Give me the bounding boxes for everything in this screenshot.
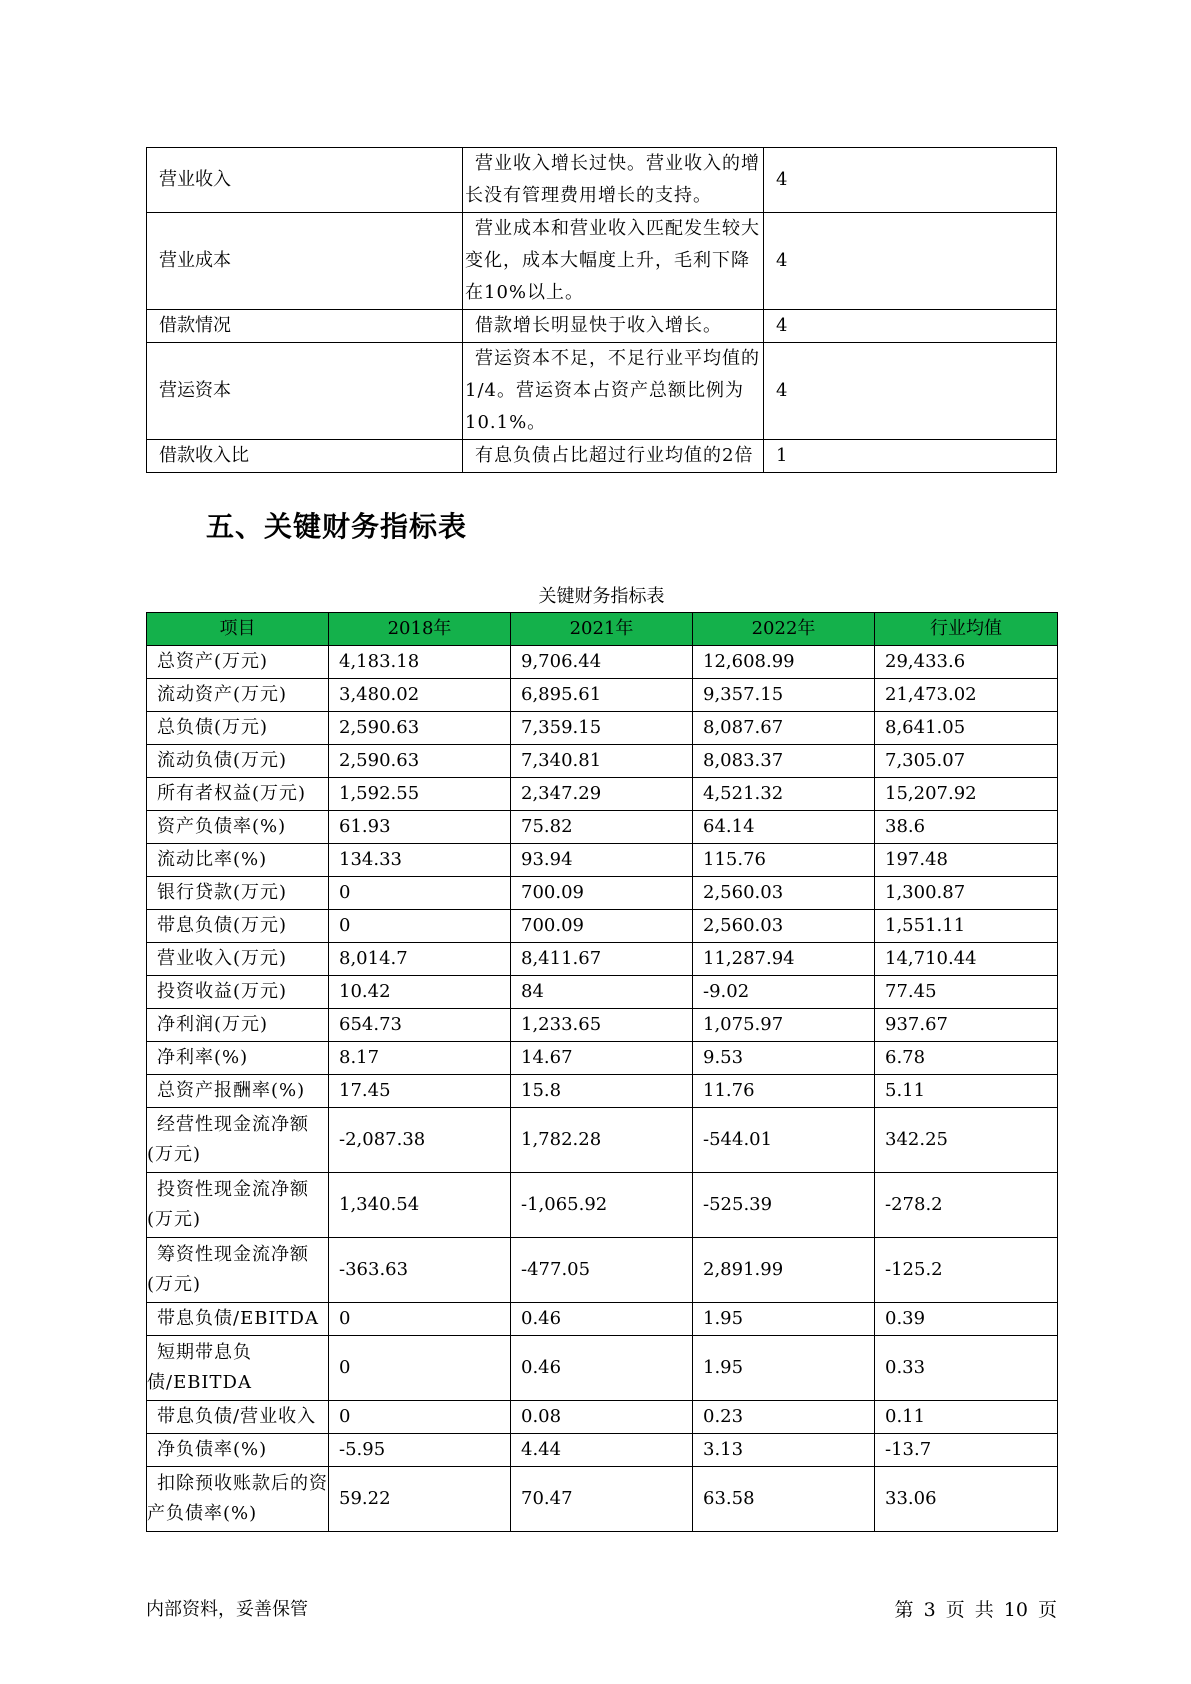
value-2022-cell: -525.39 <box>693 1173 875 1238</box>
header-2021: 2021年 <box>511 613 693 646</box>
value-2021-cell: 75.82 <box>511 811 693 844</box>
item-cell: 带息负债/EBITDA <box>147 1303 329 1336</box>
table-row <box>147 1467 1058 1532</box>
value-2018-cell: 0 <box>329 877 511 910</box>
item-cell: 带息负债(万元) <box>147 910 329 943</box>
value-2022-cell: 2,560.03 <box>693 910 875 943</box>
table-row <box>147 877 1058 910</box>
table-row <box>147 1238 1058 1303</box>
industry-avg-cell: -13.7 <box>875 1434 1058 1467</box>
table-row <box>147 646 1058 679</box>
industry-avg-cell: 15,207.92 <box>875 778 1058 811</box>
value-2018-cell: 2,590.63 <box>329 712 511 745</box>
table-row <box>147 844 1058 877</box>
item-cell: 带息负债/营业收入 <box>147 1401 329 1434</box>
risk-item-cell: 营业成本 <box>147 213 463 310</box>
key-financial-indicators-table <box>146 612 1058 1532</box>
footer-confidential-note: 内部资料，妥善保管 <box>146 1599 308 1620</box>
value-2018-cell: -363.63 <box>329 1238 511 1303</box>
header-industry-avg: 行业均值 <box>875 613 1058 646</box>
industry-avg-cell: 0.33 <box>875 1336 1058 1401</box>
table-row <box>147 1303 1058 1336</box>
section-heading: 五、关键财务指标表 <box>206 510 468 543</box>
industry-avg-cell: 77.45 <box>875 976 1058 1009</box>
value-2022-cell: 2,560.03 <box>693 877 875 910</box>
value-2021-cell: 1,782.28 <box>511 1108 693 1173</box>
industry-avg-cell: 342.25 <box>875 1108 1058 1173</box>
value-2021-cell: 700.09 <box>511 910 693 943</box>
value-2022-cell: 2,891.99 <box>693 1238 875 1303</box>
value-2022-cell: 8,087.67 <box>693 712 875 745</box>
industry-avg-cell: 6.78 <box>875 1042 1058 1075</box>
value-2018-cell: 8,014.7 <box>329 943 511 976</box>
risk-score-cell: 4 <box>764 148 1057 213</box>
value-2018-cell: 10.42 <box>329 976 511 1009</box>
industry-avg-cell: 937.67 <box>875 1009 1058 1042</box>
value-2022-cell: 3.13 <box>693 1434 875 1467</box>
risk-item-cell: 借款情况 <box>147 310 463 343</box>
table-row <box>147 811 1058 844</box>
item-cell: 总负债(万元) <box>147 712 329 745</box>
value-2022-cell: 8,083.37 <box>693 745 875 778</box>
table-row <box>147 343 1057 440</box>
value-2018-cell: 0 <box>329 1401 511 1434</box>
industry-avg-cell: 0.39 <box>875 1303 1058 1336</box>
risk-desc-cell: 营业成本和营业收入匹配发生较大变化，成本大幅度上升，毛利下降在10%以上。 <box>463 213 764 310</box>
value-2021-cell: 93.94 <box>511 844 693 877</box>
value-2022-cell: 1.95 <box>693 1336 875 1401</box>
value-2021-cell: 2,347.29 <box>511 778 693 811</box>
table-row <box>147 976 1058 1009</box>
table-row <box>147 1075 1058 1108</box>
risk-item-cell: 借款收入比 <box>147 440 463 473</box>
item-cell: 总资产报酬率(%) <box>147 1075 329 1108</box>
item-cell: 营业收入(万元) <box>147 943 329 976</box>
value-2022-cell: 4,521.32 <box>693 778 875 811</box>
table-row <box>147 310 1057 343</box>
table-row <box>147 1173 1058 1238</box>
table-row <box>147 1401 1058 1434</box>
header-2022: 2022年 <box>693 613 875 646</box>
value-2021-cell: -1,065.92 <box>511 1173 693 1238</box>
table-row <box>147 440 1057 473</box>
value-2018-cell: 59.22 <box>329 1467 511 1532</box>
item-cell: 资产负债率(%) <box>147 811 329 844</box>
table-row <box>147 943 1058 976</box>
item-cell: 总资产(万元) <box>147 646 329 679</box>
value-2022-cell: -9.02 <box>693 976 875 1009</box>
industry-avg-cell: 14,710.44 <box>875 943 1058 976</box>
table-row <box>147 712 1058 745</box>
value-2021-cell: 84 <box>511 976 693 1009</box>
item-cell: 所有者权益(万元) <box>147 778 329 811</box>
table-row <box>147 1108 1058 1173</box>
footer-page-number: 第 3 页 共 10 页 <box>894 1599 1057 1621</box>
value-2018-cell: 61.93 <box>329 811 511 844</box>
value-2021-cell: -477.05 <box>511 1238 693 1303</box>
risk-indicator-table <box>146 147 1057 473</box>
industry-avg-cell: 7,305.07 <box>875 745 1058 778</box>
value-2018-cell: 134.33 <box>329 844 511 877</box>
item-cell: 净负债率(%) <box>147 1434 329 1467</box>
industry-avg-cell: 29,433.6 <box>875 646 1058 679</box>
item-cell: 银行贷款(万元) <box>147 877 329 910</box>
industry-avg-cell: 8,641.05 <box>875 712 1058 745</box>
risk-item-cell: 营业收入 <box>147 148 463 213</box>
item-cell: 流动资产(万元) <box>147 679 329 712</box>
value-2021-cell: 7,359.15 <box>511 712 693 745</box>
value-2021-cell: 14.67 <box>511 1042 693 1075</box>
value-2021-cell: 7,340.81 <box>511 745 693 778</box>
value-2018-cell: 0 <box>329 1303 511 1336</box>
item-cell: 短期带息负债/EBITDA <box>147 1336 329 1401</box>
item-cell: 净利率(%) <box>147 1042 329 1075</box>
value-2018-cell: 8.17 <box>329 1042 511 1075</box>
risk-score-cell: 4 <box>764 213 1057 310</box>
table-caption: 关键财务指标表 <box>538 586 665 607</box>
risk-desc-cell: 借款增长明显快于收入增长。 <box>463 310 764 343</box>
industry-avg-cell: -278.2 <box>875 1173 1058 1238</box>
value-2021-cell: 700.09 <box>511 877 693 910</box>
value-2018-cell: 17.45 <box>329 1075 511 1108</box>
item-cell: 筹资性现金流净额(万元) <box>147 1238 329 1303</box>
value-2018-cell: 3,480.02 <box>329 679 511 712</box>
industry-avg-cell: 21,473.02 <box>875 679 1058 712</box>
value-2018-cell: 2,590.63 <box>329 745 511 778</box>
risk-desc-cell: 营业收入增长过快。营业收入的增长没有管理费用增长的支持。 <box>463 148 764 213</box>
industry-avg-cell: 1,551.11 <box>875 910 1058 943</box>
value-2022-cell: 0.23 <box>693 1401 875 1434</box>
item-cell: 投资性现金流净额(万元) <box>147 1173 329 1238</box>
item-cell: 扣除预收账款后的资产负债率(%) <box>147 1467 329 1532</box>
value-2022-cell: 11.76 <box>693 1075 875 1108</box>
table-row <box>147 1009 1058 1042</box>
value-2022-cell: 64.14 <box>693 811 875 844</box>
value-2018-cell: 1,340.54 <box>329 1173 511 1238</box>
value-2021-cell: 15.8 <box>511 1075 693 1108</box>
industry-avg-cell: 33.06 <box>875 1467 1058 1532</box>
value-2021-cell: 6,895.61 <box>511 679 693 712</box>
value-2021-cell: 8,411.67 <box>511 943 693 976</box>
table-row <box>147 1336 1058 1401</box>
header-2018: 2018年 <box>329 613 511 646</box>
value-2018-cell: 1,592.55 <box>329 778 511 811</box>
value-2021-cell: 0.46 <box>511 1336 693 1401</box>
value-2022-cell: 115.76 <box>693 844 875 877</box>
risk-desc-cell: 营运资本不足，不足行业平均值的1/4。营运资本占资产总额比例为10.1%。 <box>463 343 764 440</box>
table-header-row <box>147 613 1058 646</box>
value-2021-cell: 0.46 <box>511 1303 693 1336</box>
industry-avg-cell: 38.6 <box>875 811 1058 844</box>
value-2021-cell: 70.47 <box>511 1467 693 1532</box>
value-2018-cell: -2,087.38 <box>329 1108 511 1173</box>
value-2022-cell: 63.58 <box>693 1467 875 1532</box>
header-item: 项目 <box>147 613 329 646</box>
table-row <box>147 679 1058 712</box>
industry-avg-cell: 1,300.87 <box>875 877 1058 910</box>
item-cell: 经营性现金流净额(万元) <box>147 1108 329 1173</box>
value-2022-cell: 1.95 <box>693 1303 875 1336</box>
risk-desc-cell: 有息负债占比超过行业均值的2倍 <box>463 440 764 473</box>
table-row <box>147 745 1058 778</box>
value-2021-cell: 1,233.65 <box>511 1009 693 1042</box>
item-cell: 流动负债(万元) <box>147 745 329 778</box>
risk-score-cell: 4 <box>764 343 1057 440</box>
table-row <box>147 1042 1058 1075</box>
industry-avg-cell: 0.11 <box>875 1401 1058 1434</box>
value-2021-cell: 0.08 <box>511 1401 693 1434</box>
item-cell: 净利润(万元) <box>147 1009 329 1042</box>
item-cell: 投资收益(万元) <box>147 976 329 1009</box>
table-row <box>147 148 1057 213</box>
table-row <box>147 910 1058 943</box>
value-2018-cell: -5.95 <box>329 1434 511 1467</box>
value-2022-cell: 9,357.15 <box>693 679 875 712</box>
value-2022-cell: 12,608.99 <box>693 646 875 679</box>
industry-avg-cell: -125.2 <box>875 1238 1058 1303</box>
value-2022-cell: -544.01 <box>693 1108 875 1173</box>
value-2018-cell: 0 <box>329 1336 511 1401</box>
industry-avg-cell: 197.48 <box>875 844 1058 877</box>
industry-avg-cell: 5.11 <box>875 1075 1058 1108</box>
risk-item-cell: 营运资本 <box>147 343 463 440</box>
risk-score-cell: 1 <box>764 440 1057 473</box>
value-2021-cell: 9,706.44 <box>511 646 693 679</box>
risk-score-cell: 4 <box>764 310 1057 343</box>
value-2022-cell: 1,075.97 <box>693 1009 875 1042</box>
table-row <box>147 778 1058 811</box>
value-2022-cell: 9.53 <box>693 1042 875 1075</box>
value-2018-cell: 0 <box>329 910 511 943</box>
value-2021-cell: 4.44 <box>511 1434 693 1467</box>
table-row <box>147 1434 1058 1467</box>
item-cell: 流动比率(%) <box>147 844 329 877</box>
value-2018-cell: 4,183.18 <box>329 646 511 679</box>
table-row <box>147 213 1057 310</box>
value-2022-cell: 11,287.94 <box>693 943 875 976</box>
value-2018-cell: 654.73 <box>329 1009 511 1042</box>
